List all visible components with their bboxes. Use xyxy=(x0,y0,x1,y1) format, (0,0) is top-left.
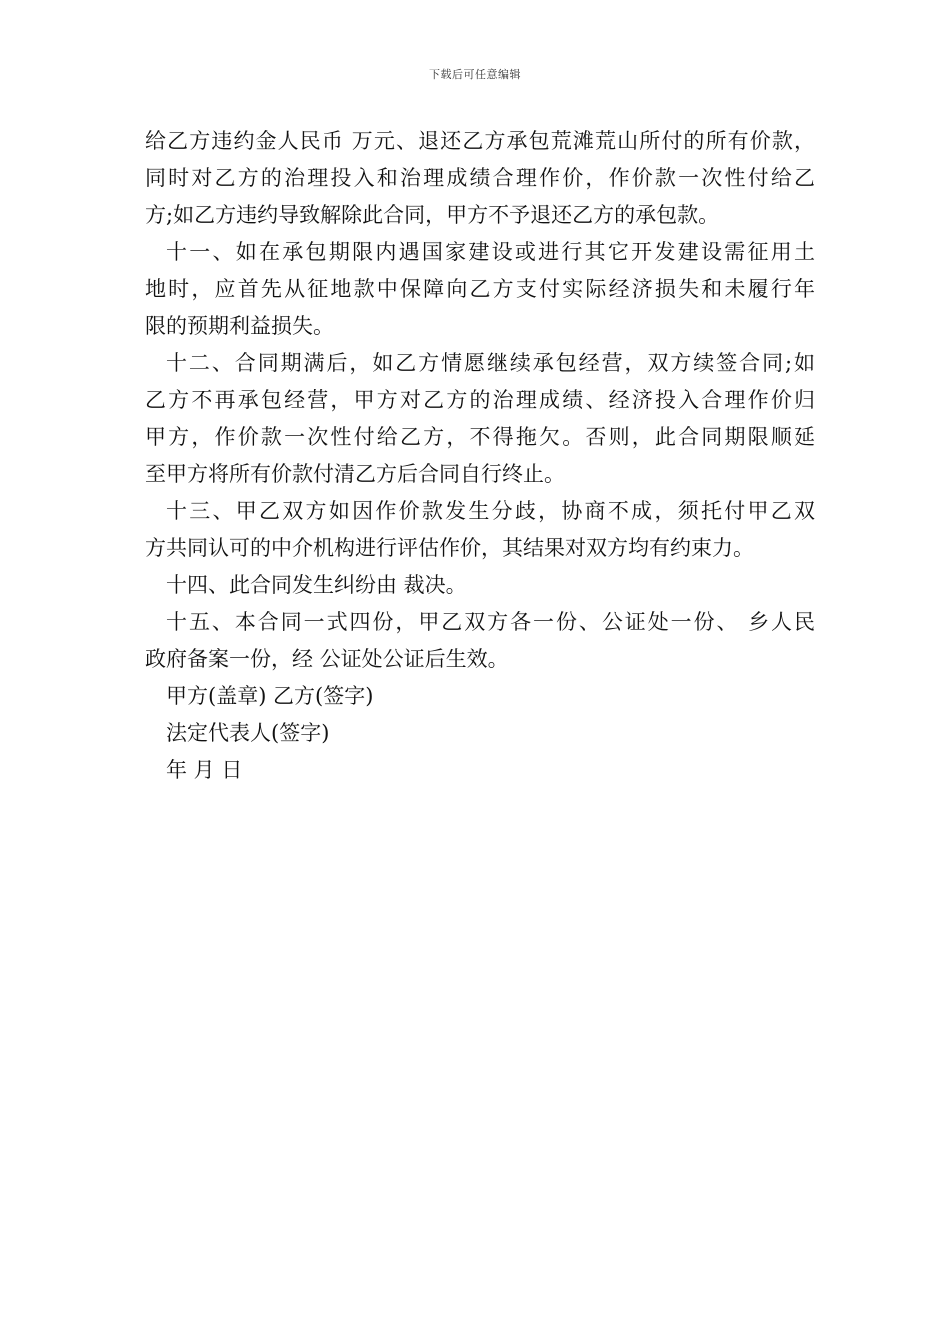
page-header: 下载后可任意编辑 xyxy=(429,68,521,81)
clause-11-line: 十一、如在承包期限内遇国家建设或进行其它开发建设需征用土 xyxy=(166,240,815,264)
text-line: 甲方，作价款一次性付给乙方，不得拖欠。否则，此合同期限顺延 xyxy=(145,425,815,449)
clause-15-line: 十五、本合同一式四份，甲乙双方各一份、公证处一份、 乡人民 xyxy=(166,610,815,634)
text-line: 同时对乙方的治理投入和治理成绩合理作价，作价款一次性付给乙 xyxy=(145,166,815,190)
document-body xyxy=(145,123,815,789)
text-line: 政府备案一份，经 公证处公证后生效。 xyxy=(145,647,509,671)
text-line: 乙方不再承包经营，甲方对乙方的治理成绩、经济投入合理作价归 xyxy=(145,388,815,412)
text-line: 方;如乙方违约导致解除此合同，甲方不予退还乙方的承包款。 xyxy=(145,203,720,227)
legal-representative-line: 法定代表人(签字) xyxy=(166,721,330,745)
text-line: 给乙方违约金人民币 万元、退还乙方承包荒滩荒山所付的所有价款， xyxy=(145,129,815,153)
date-line: 年 月 日 xyxy=(166,758,243,782)
text-line: 至甲方将所有价款付清乙方后合同自行终止。 xyxy=(145,462,565,486)
text-line: 方共同认可的中介机构进行评估作价，其结果对双方均有约束力。 xyxy=(145,536,754,560)
clause-13-line: 十三、甲乙双方如因作价款发生分歧，协商不成，须托付甲乙双 xyxy=(166,499,815,523)
clause-14-line: 十四、此合同发生纠纷由 裁决。 xyxy=(166,573,467,597)
text-line: 限的预期利益损失。 xyxy=(145,314,334,338)
signature-party-line: 甲方(盖章) 乙方(签字) xyxy=(166,684,374,708)
text-line: 地时，应首先从征地款中保障向乙方支付实际经济损失和未履行年 xyxy=(145,277,815,301)
clause-12-line: 十二、合同期满后，如乙方情愿继续承包经营，双方续签合同;如 xyxy=(166,351,815,375)
